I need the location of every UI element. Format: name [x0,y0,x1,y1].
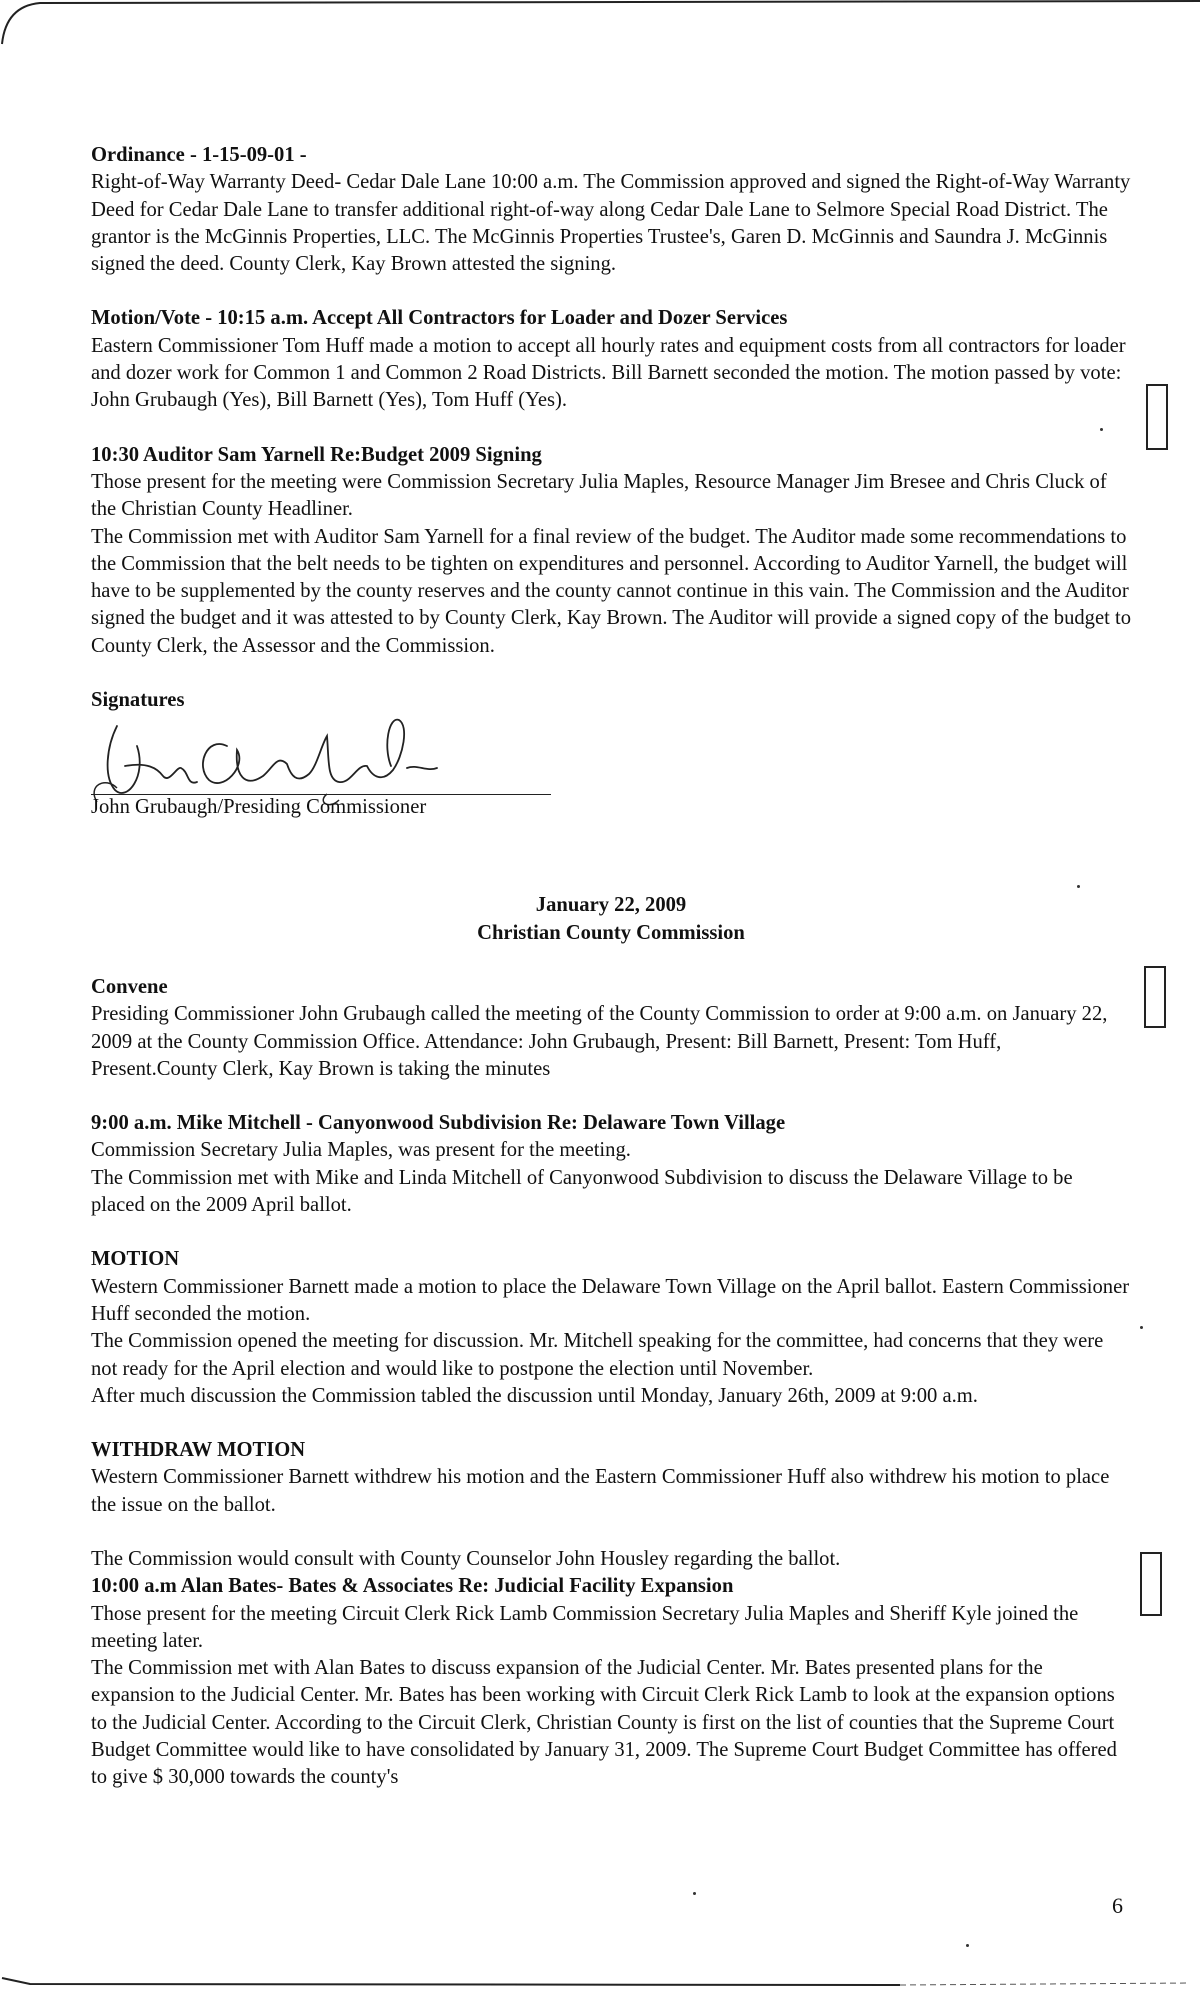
section-paragraph: Western Commissioner Barnett made a motion to place the Delaware Town Village on the April ballot. Eastern Commissioner Huff seconded the motion. [91,1275,1130,1325]
signature-block [91,714,1131,819]
section-motion [91,1246,1131,1410]
section-paragraph: The Commission met with Mike and Linda Mitchell of Canyonwood Subdivision to discuss the Delaware Village to be placed on the 2009 April ballot. [91,1166,1073,1217]
scan-speck [966,1944,969,1947]
section-mitchell [91,1110,1131,1219]
page-number: 6 [1112,1893,1123,1918]
section-paragraph: The Commission met with Alan Bates to discuss expansion of the Judicial Center. Mr. Bates presented plans for the expansion to the Judicial Center. Mr. Bates has been working with Circuit Clerk Rick Lamb to look at the expansion options to the Judicial Center. According to the Circuit Clerk, Christian County is first on the list of counties that the Supreme Court Budget Committee would like to have consolidated by January 31, 2009. The Supreme Court Budget Committee has offered to give $ 30,000 towards the county's [91,1657,1117,1789]
section-ordinance [91,142,1131,278]
section-motion-vote [91,305,1131,414]
section-paragraph: Presiding Commissioner John Grubaugh called the meeting of the County Commission to order at 9:00 a.m. on January 22, 2009 at the County Commission Office. Attendance: John Grubaugh, Present: Bill Barnett, Present: Tom Huff, Present.County Clerk, Kay Brown is taking the minutes [91,1003,1108,1080]
section-paragraph: The Commission opened the meeting for discussion. Mr. Mitchell speaking for the committee, had concerns that they were not ready for the April election and would like to postpone the election until November. [91,1330,1104,1380]
section-heading: 10:30 Auditor Sam Yarnell Re:Budget 2009 Signing [91,443,542,466]
meeting-body: Christian County Commission [477,921,745,944]
consult-line: The Commission would consult with County Counselor John Housley regarding the ballot. [91,1547,841,1570]
meeting-date: January 22, 2009 [535,894,687,917]
section-judicial-facility [91,1573,1131,1791]
section-paragraph: Eastern Commissioner Tom Huff made a motion to accept all hourly rates and equipment costs from all contractors for loader and dozer work for Common 1 and Common 2 Road Districts. Bill Barnett seconded the motion. The motion passed by vote: John Grubaugh (Yes), Bill Barnett (Yes), Tom Huff (Yes). [91,334,1126,412]
section-heading: 9:00 a.m. Mike Mitchell - Canyonwood Subdivision Re: Delaware Town Village [91,1112,786,1135]
section-paragraph: After much discussion the Commission tabled the discussion until Monday, January 26th, 2009 at 9:00 a.m. [91,1384,978,1407]
section-auditor-budget [91,442,1131,660]
margin-bracket-2 [1144,966,1166,1028]
section-paragraph: Western Commissioner Barnett withdrew his motion and the Eastern Commissioner Huff also withdrew his motion to place the issue on the ballot. [91,1466,1110,1516]
scan-speck [1140,1326,1143,1329]
section-heading: WITHDRAW MOTION [91,1439,306,1462]
section-heading: Motion/Vote - 10:15 a.m. Accept All Contractors for Loader and Dozer Services [91,307,788,330]
signature-caption: John Grubaugh/Presiding Commissioner [91,796,427,819]
section-heading: MOTION [91,1248,180,1271]
section-paragraph: Right-of-Way Warranty Deed- Cedar Dale Lane 10:00 a.m. The Commission approved and signed the Right-of-Way Warranty Deed for Cedar Dale Lane to transfer additional right-of-way along Cedar Dale Lane to Selmore Special Road District. The grantor is the McGinnis Properties, LLC. The McGinnis Properties Trustee's, Garen D. McGinnis and Saundra J. McGinnis signed the deed. County Clerk, Kay Brown attested the signing. [91,171,1131,276]
section-paragraph: Those present for the meeting Circuit Clerk Rick Lamb Commission Secretary Julia Maples and Sheriff Kyle joined the meeting later. [91,1602,1079,1652]
section-paragraph: The Commission met with Auditor Sam Yarnell for a final review of the budget. The Auditor made some recommendations to the Commission that the belt needs to be tighten on expenditures and personnel. According to Auditor Yarnell, the budget will have to be supplemented by the county reserves and the county cannot continue in this vain. The Commission and the Auditor signed the budget and it was attested to by County Clerk, Kay Brown. The Auditor will provide a signed copy of the budget to County Clerk, the Assessor and the Commission. [91,525,1132,657]
scan-speck [693,1892,696,1895]
minutes-content [91,142,1131,1792]
section-paragraph: Those present for the meeting were Commission Secretary Julia Maples, Resource Manager Jim Bresee and Chris Cluck of the Christian County Headliner. [91,470,1107,521]
margin-bracket-3 [1140,1552,1162,1616]
section-heading: Ordinance - 1-15-09-01 - [91,144,307,166]
signatures-heading: Signatures [91,689,185,712]
signatures-section [91,687,1131,819]
section-heading: 10:00 a.m Alan Bates- Bates & Associates Re: Judicial Facility Expansion [91,1575,734,1598]
section-withdraw-motion [91,1437,1131,1519]
margin-bracket-1 [1146,384,1168,450]
section-convene [91,974,1131,1083]
section-paragraph: Commission Secretary Julia Maples, was present for the meeting. [91,1139,631,1162]
section-heading: Convene [91,975,168,998]
